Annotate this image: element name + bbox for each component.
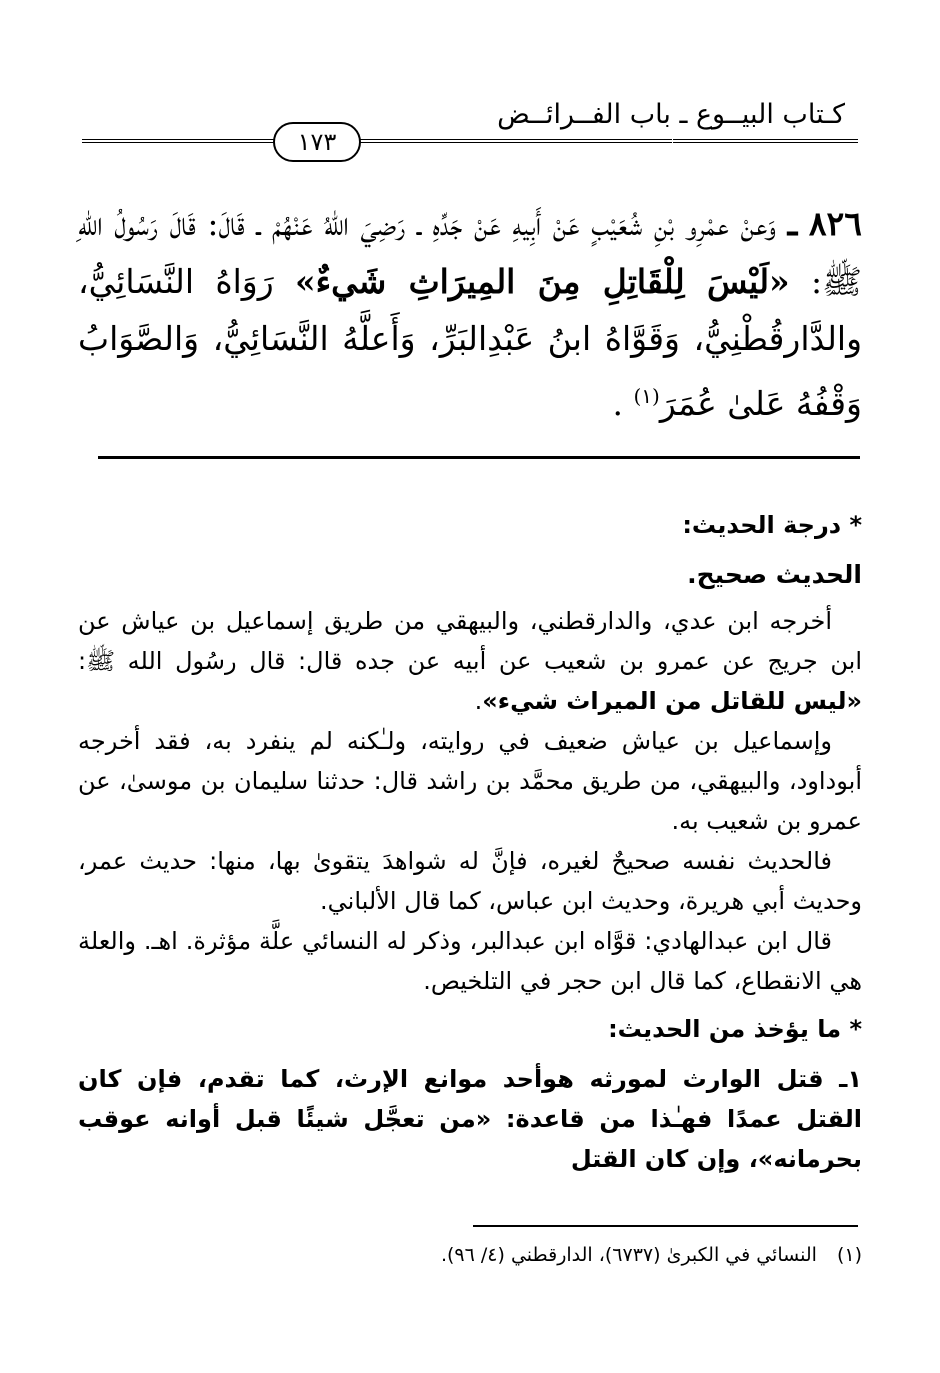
heading-hadith-grade: * درجة الحديث: (682, 511, 862, 539)
hadith-ruling: الحديث صحيح. (687, 560, 862, 589)
header-rule-left (82, 139, 672, 143)
hadith-end: . (612, 383, 623, 423)
paragraph-ibn-abdulhadi: قال ابن عبدالهادي: قوَّاه ابن عبدالبر، وذكر له النسائي علَّة مؤثرة. اهـ. والعلة هي الانقطاع، كما قال ابن حجر في التلخيص. (78, 927, 862, 995)
page-number: ١٧٣ (273, 122, 361, 162)
paragraph-end: . (474, 687, 483, 715)
hadith-text (78, 195, 862, 432)
paragraph-text: أخرجه ابن عدي، والدارقطني، والبيهقي من طريق إسماعيل بن عياش عن ابن جريج عن عمرو بن شعيب عن أبيه عن جده قال: قال رسُول الله ﷺ: (78, 607, 862, 675)
commentary (78, 505, 862, 1179)
header-rule-right (673, 139, 858, 143)
footnote-rule (473, 1225, 858, 1227)
hadith-intro: وَعنْ عمْرِو بْنِ شُعَيْبٍ عَنْ أَبِيهِ عَنْ جَدِّهِ ـ رَضِيَ اللهُ عَنْهُمْ ـ قَالَ: قَالَ رَسُولُ اللهِ ﷺ: (78, 204, 862, 301)
heading-lessons: * ما يؤخذ من الحديث: (608, 1015, 862, 1043)
footnote (78, 1240, 862, 1270)
paragraph-quote: «ليس للقاتل من الميراث شيء» (482, 687, 862, 715)
footnote-label: (١) (836, 1244, 862, 1266)
footnote-reference: (١) (633, 383, 660, 408)
section-divider (98, 456, 860, 459)
paragraph-takhrij (78, 601, 862, 721)
paragraph-sahih-lighayrihi: فالحديث نفسه صحيحٌ لغيره، فإنَّ له شواهدَ يتقوىٰ بها، منها: حديث عمر، وحديث أبي هريرة، وحديث ابن عباس، كما قال الألباني. (78, 847, 862, 915)
paragraph-ismail: وإسماعيل بن عياش ضعيف في روايته، ولـٰكنه لم ينفرد به، فقد أخرجه أبوداود، والبيهقي، من طريق محمَّد بن راشد قال: حدثنا سليمان بن موسىٰ، عن عمرو بن شعيب به. (78, 727, 862, 835)
hadith-narration: رَوَاهُ النَّسَائِيُّ، والدَّارقُطْنِيُّ، وَقَوَّاهُ ابنُ عَبْدِالبَرِّ، وَأَعلَّهُ النَّسَائِيُّ، وَالصَّوَابُ وَقْفُهُ عَلىٰ عُمَرَ (78, 261, 862, 423)
footnote-text: النسائي في الكبرىٰ (٦٧٣٧)، الدارقطني (٤/ ٩٦). (440, 1244, 817, 1266)
hadith-dash: ـ (787, 204, 798, 243)
hadith-quote: «لَيْسَ لِلْقَاتِلِ مِنَ المِيرَاثِ شَيءٌ» (295, 261, 790, 301)
paragraph-lesson-1: ١ـ قتل الوارث لمورثه هوأحد موانع الإرث، كما تقدم، فإن كان القتل عمدًا فهـٰذا من قاعدة: «من تعجَّل شيئًا قبل أوانه عوقب بحرمانه»، وإن كان القتل (78, 1065, 862, 1173)
hadith-number: ٨٢٦ (808, 204, 862, 243)
running-header: كـتاب البيــوع ـ باب الفــرائــض (497, 99, 845, 130)
